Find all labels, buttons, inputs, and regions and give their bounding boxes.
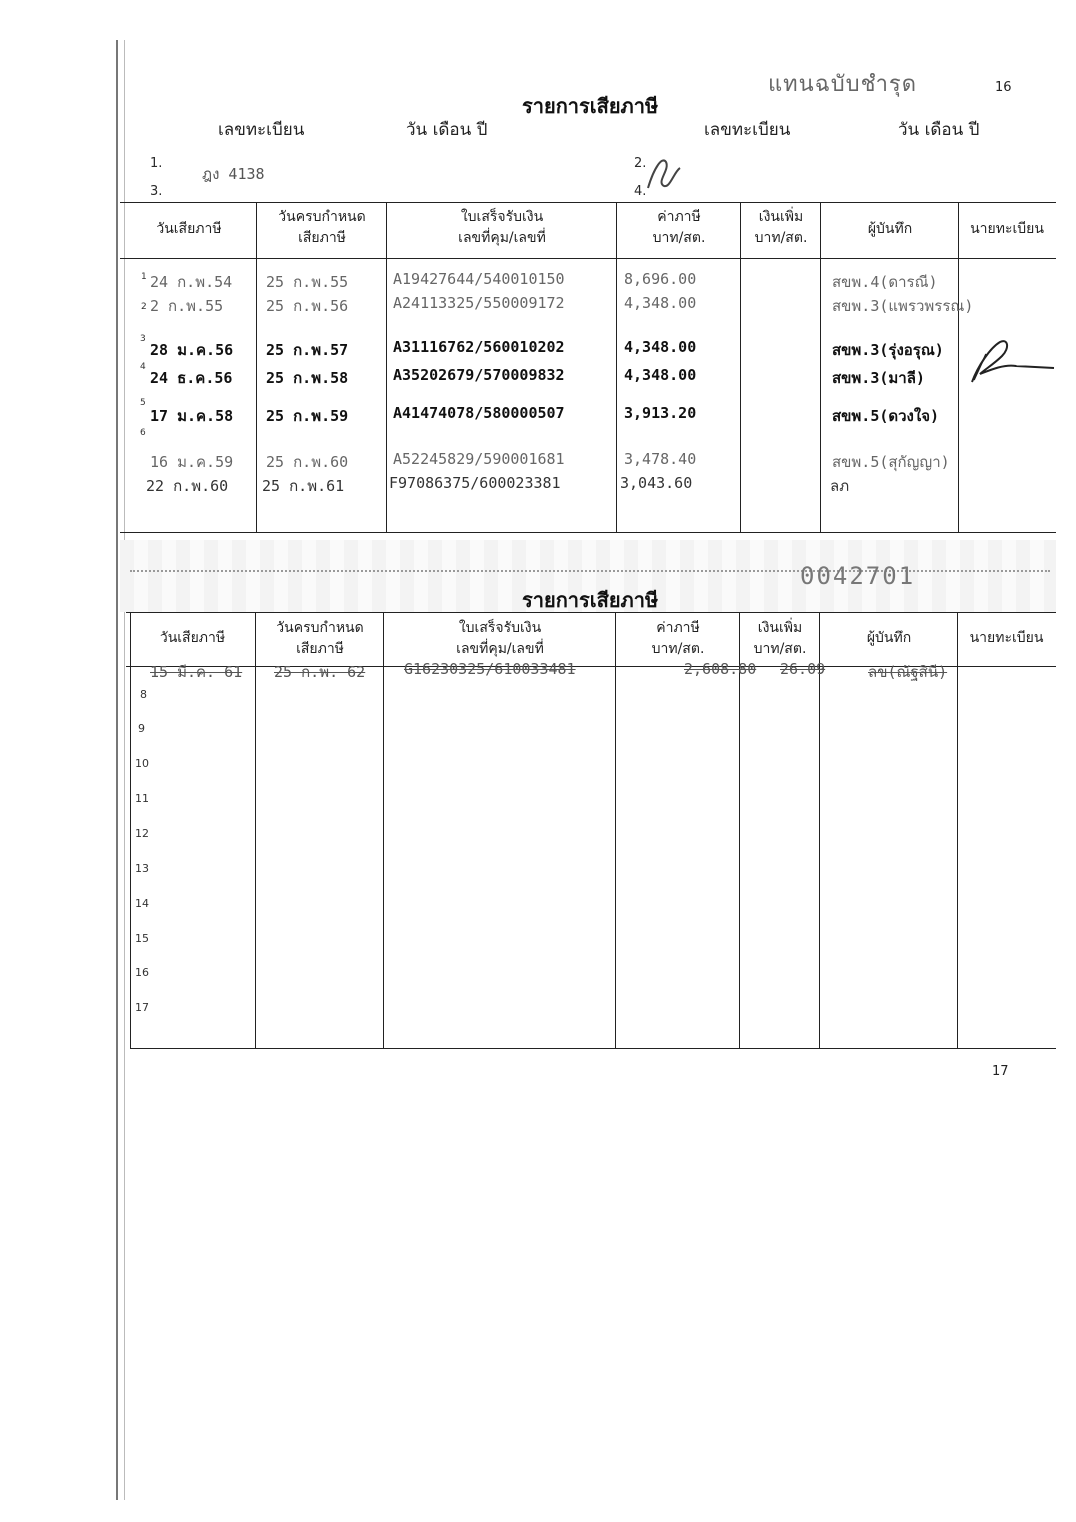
line-number: 13	[135, 862, 149, 875]
top-table-border-top	[120, 202, 1056, 203]
top-table-border-bottom	[120, 532, 1056, 533]
col-header-recorder: ผู้บันทึก	[866, 630, 912, 646]
line-number: 17	[135, 1001, 149, 1014]
scribble-mark	[640, 148, 690, 198]
registration-label-right: เลขทะเบียน	[704, 120, 791, 140]
date-label-right: วัน เดือน ปี	[898, 120, 980, 140]
line-number: 8	[140, 688, 147, 701]
col-header-due-date: วันครบกำหนด เสียภาษี	[278, 209, 366, 246]
page-title-bottom: รายการเสียภาษี	[522, 588, 659, 612]
line-number: 16	[135, 966, 149, 979]
line-number: 14	[135, 897, 149, 910]
item-3-number: 3.	[150, 184, 163, 199]
col-header-tax-date: วันเสียภาษี	[156, 221, 222, 237]
col-header-registrar: นายทะเบียน	[969, 630, 1044, 646]
line-number: 11	[135, 792, 149, 805]
control-number-stamp: 0042701	[800, 562, 916, 590]
col-header-receipt: ใบเสร็จรับเงิน เลขที่คุม/เลขที่	[456, 620, 544, 657]
table-row: 4 24 ธ.ค.56 25 ก.พ.58 A35202679/570009832 4,348.00 สขพ.3(มาลี)	[140, 362, 925, 387]
table-row: 1 24 ก.พ.54 25 ก.พ.55 A19427644/540010150 8,696.00 สขพ.4(ดารณี)	[141, 270, 938, 291]
col-header-tax-date: วันเสียภาษี	[159, 630, 226, 646]
line-number: 10	[135, 757, 149, 770]
col-header-recorder: ผู้บันทึก	[867, 221, 913, 237]
page-number-top: 16	[995, 80, 1012, 95]
bottom-table-border-bottom	[130, 1048, 1056, 1049]
col-header-registrar: นายทะเบียน	[970, 221, 1044, 237]
page-title-top: รายการเสียภาษี	[522, 94, 659, 118]
date-label-left: วัน เดือน ปี	[406, 120, 488, 140]
table-row: 22 ก.พ.60 25 ก.พ.61 F97086375/600023381 3,043.60 ลภ	[146, 474, 850, 495]
binding-edge	[116, 40, 125, 1500]
table-row-struck: 15 มี.ค. 61 25 ก.พ. 62 G16230325/610033481 2,608.80 26.09 ลข(ณัฐสินี)	[150, 660, 948, 681]
col-header-receipt: ใบเสร็จรับเงิน เลขที่คุม/เลขที่	[458, 209, 546, 246]
registration-plate-value: ฎง 4138	[202, 165, 265, 183]
page-number-bottom: 17	[992, 1064, 1009, 1079]
item-4-number: 4.	[634, 184, 647, 199]
table-row: 5 17 ม.ค.58 25 ก.พ.59 A41474078/580000507 3,913.20 สขพ.5(ดวงใจ)	[140, 398, 940, 425]
col-header-tax: ค่าภาษี บาท/สต.	[652, 209, 706, 246]
registrar-signature	[964, 330, 1056, 390]
item-2-number: 2.	[634, 156, 647, 171]
col-header-tax: ค่าภาษี บาท/สต.	[651, 620, 705, 657]
table-row: 2 2 ก.พ.55 25 ก.พ.56 A24113325/550009172 4,348.00 สขพ.3(แพรวพรรณ)	[141, 294, 974, 315]
table-row: 3 28 ม.ค.56 25 ก.พ.57 A31116762/560010202 4,348.00 สขพ.3(รุ่งอรุณ)	[140, 334, 944, 359]
col-header-due-date: วันครบกำหนด เสียภาษี	[276, 620, 364, 657]
replacement-stamp-text: แทนฉบับชำรุด	[768, 72, 918, 97]
line-number: 12	[135, 827, 149, 840]
line-number: 9	[138, 722, 145, 735]
table-row: 6 16 ม.ค.59 25 ก.พ.60 A52245829/590001681 3,478.40 สขพ.5(สุกัญญา)	[140, 428, 950, 471]
top-table-header-divider	[120, 258, 1056, 259]
col-header-extra: เงินเพิ่ม บาท/สต.	[753, 620, 807, 657]
item-1-number: 1.	[150, 156, 163, 171]
registration-label-left: เลขทะเบียน	[218, 120, 305, 140]
bottom-table-border-top	[126, 612, 1056, 613]
line-number: 15	[135, 932, 149, 945]
col-header-extra: เงินเพิ่ม บาท/สต.	[754, 209, 808, 246]
